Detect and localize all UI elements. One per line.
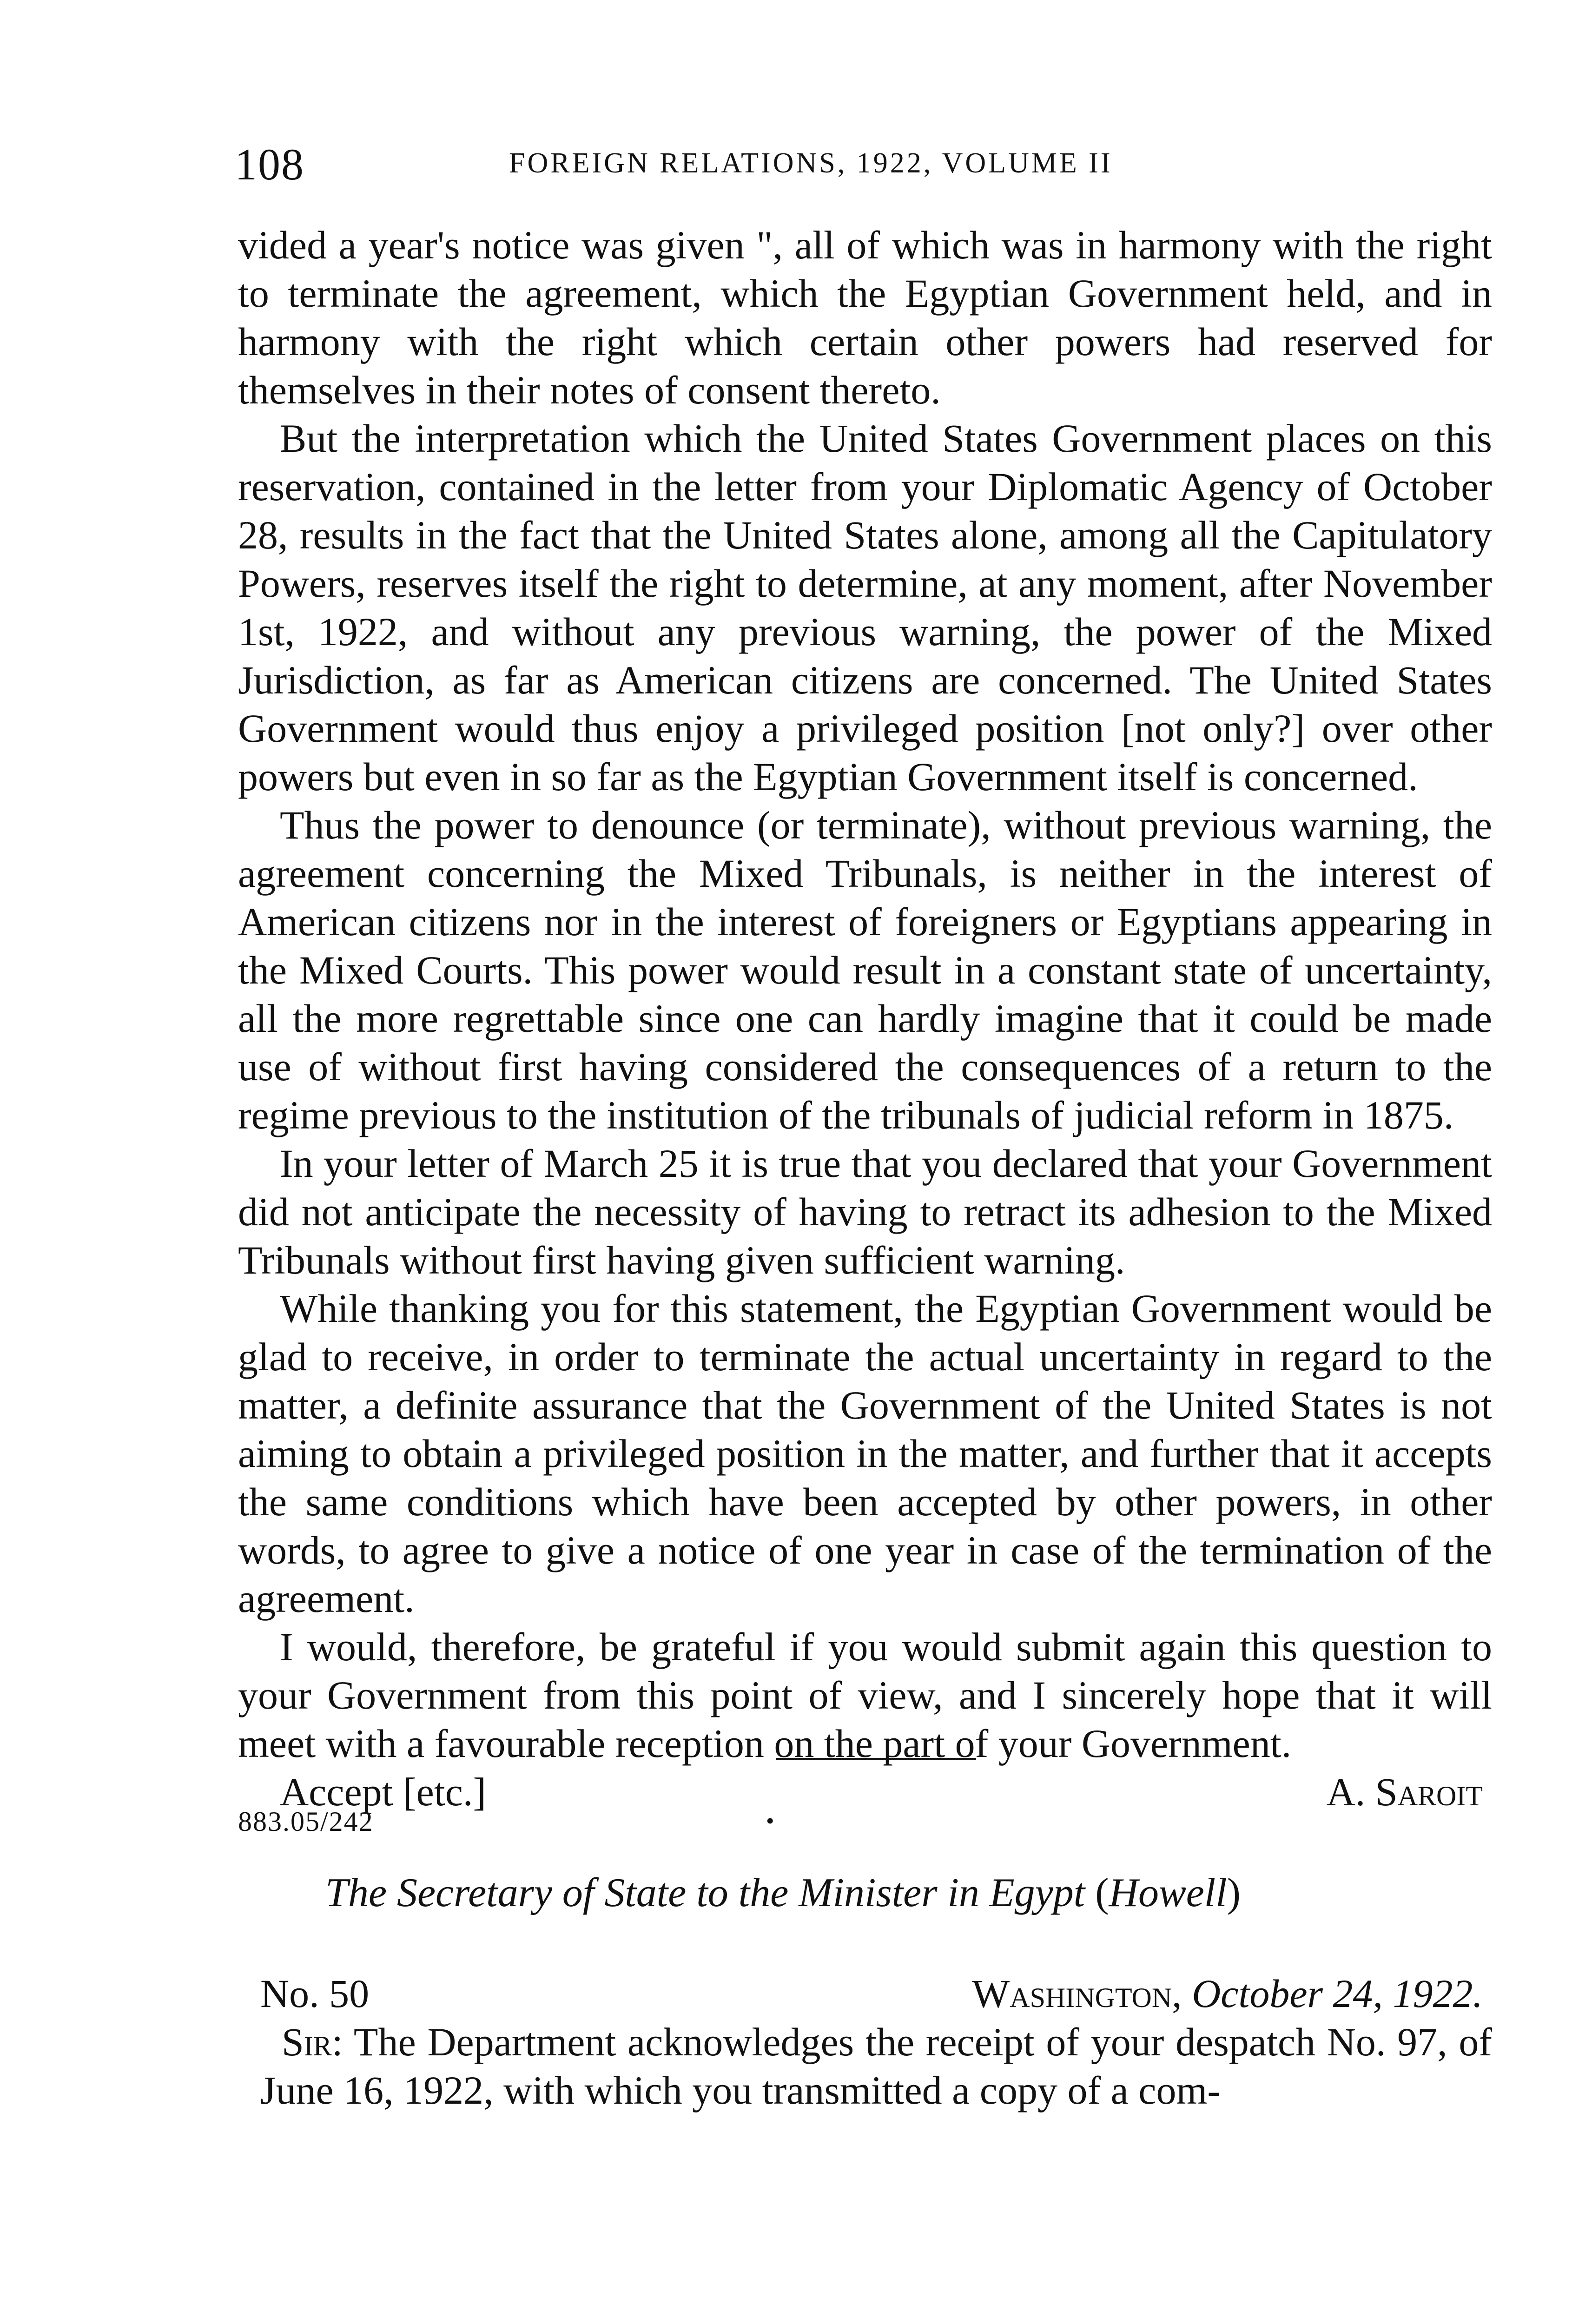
page-number: 108 — [235, 139, 304, 189]
title-recipient-name: Howell — [1109, 1870, 1227, 1915]
file-number: 883.05/242 — [238, 1806, 374, 1837]
running-head: FOREIGN RELATIONS, 1922, VOLUME II — [509, 147, 1113, 179]
title-text: The Secretary of State to the Minister in Egypt — [325, 1870, 1096, 1915]
paragraph: But the interpretation which the United States Government places on this reservation, contained in the letter from your Diplomatic Agency of October 28, results in the fact that the United States alone, among all the Capitulatory Powers, reserves itself the right to determine, at any moment, after November 1st, 1922, and without any previous warning, the power of the Mixed Jurisdiction, as far as American citizens are concerned. The United States Government would thus enjoy a privileged position [not only?] over other powers but even in so far as the Egyptian Government itself is concerned. — [238, 416, 1492, 799]
salutation-colon: : — [331, 2020, 343, 2064]
section-divider — [776, 1758, 976, 1760]
title-paren-open: ( — [1095, 1870, 1109, 1915]
title-paren-close: ) — [1227, 1870, 1241, 1915]
dateline — [260, 1969, 1492, 2018]
paragraph-continuation: vided a year's notice was given ", all of which was in harmony with the right to terminate the agreement, which the Egyptian Government held, and in harmony with the right which certain other powers had reserved for themselves in their notes of consent thereto. — [238, 223, 1492, 412]
paragraph: While thanking you for this statement, the Egyptian Government would be glad to receive, in order to terminate the actual uncertainty in regard to the matter, a definite assurance that the Government of the United States is not aiming to obtain a privileged position in the matter, and further that it accepts the same conditions which have been accepted by other powers, in other words, to agree to give a notice of one year in case of the termination of the agreement. — [238, 1286, 1492, 1621]
place-and-date — [972, 1969, 1483, 2018]
place: Washington, — [972, 1971, 1182, 2016]
signature — [1327, 1768, 1483, 1816]
page-header — [235, 139, 1490, 194]
closing-line — [238, 1768, 1492, 1816]
second-letter-body: The Department acknowledges the receipt of your despatch No. 97, of June 16, 1922, with which you transmitted a copy of a com- — [260, 2020, 1492, 2113]
paragraph: Thus the power to denounce (or terminate), without previous warning, the agreement concerning the Mixed Tribunals, is neither in the interest of American citizens nor in the interest of foreigners or Egyptians appearing in the Mixed Courts. This power would result in a constant state of uncertainty, all the more regrettable since one can hardly imagine that it could be made use of without first having considered the consequences of a return to the regime previous to the institution of the tribunals of judicial reform in 1875. — [238, 803, 1492, 1137]
second-letter-opening — [260, 2018, 1492, 2114]
paragraph: In your letter of March 25 it is true that you declared that your Government did not anticipate the necessity of having to retract its adhesion to the Mixed Tribunals without first having given sufficient warning. — [238, 1141, 1492, 1282]
letter-body — [238, 221, 1492, 1816]
signature-surname: Saroit — [1375, 1769, 1483, 1814]
bullet-mark: • — [766, 1808, 774, 1834]
salutation: Sir — [282, 2020, 332, 2064]
closing-formula: Accept [etc.] — [280, 1769, 487, 1814]
second-letter — [260, 1969, 1492, 2114]
paragraph: I would, therefore, be grateful if you would submit again this question to your Government from this point of view, and I sincerely hope that it will meet with a favourable reception on the part of your Government. — [238, 1624, 1492, 1766]
document-title — [325, 1869, 1418, 1916]
date: October 24, 1922. — [1192, 1971, 1483, 2016]
despatch-number: No. 50 — [260, 1971, 370, 2016]
signature-initial: A. — [1326, 1769, 1366, 1814]
